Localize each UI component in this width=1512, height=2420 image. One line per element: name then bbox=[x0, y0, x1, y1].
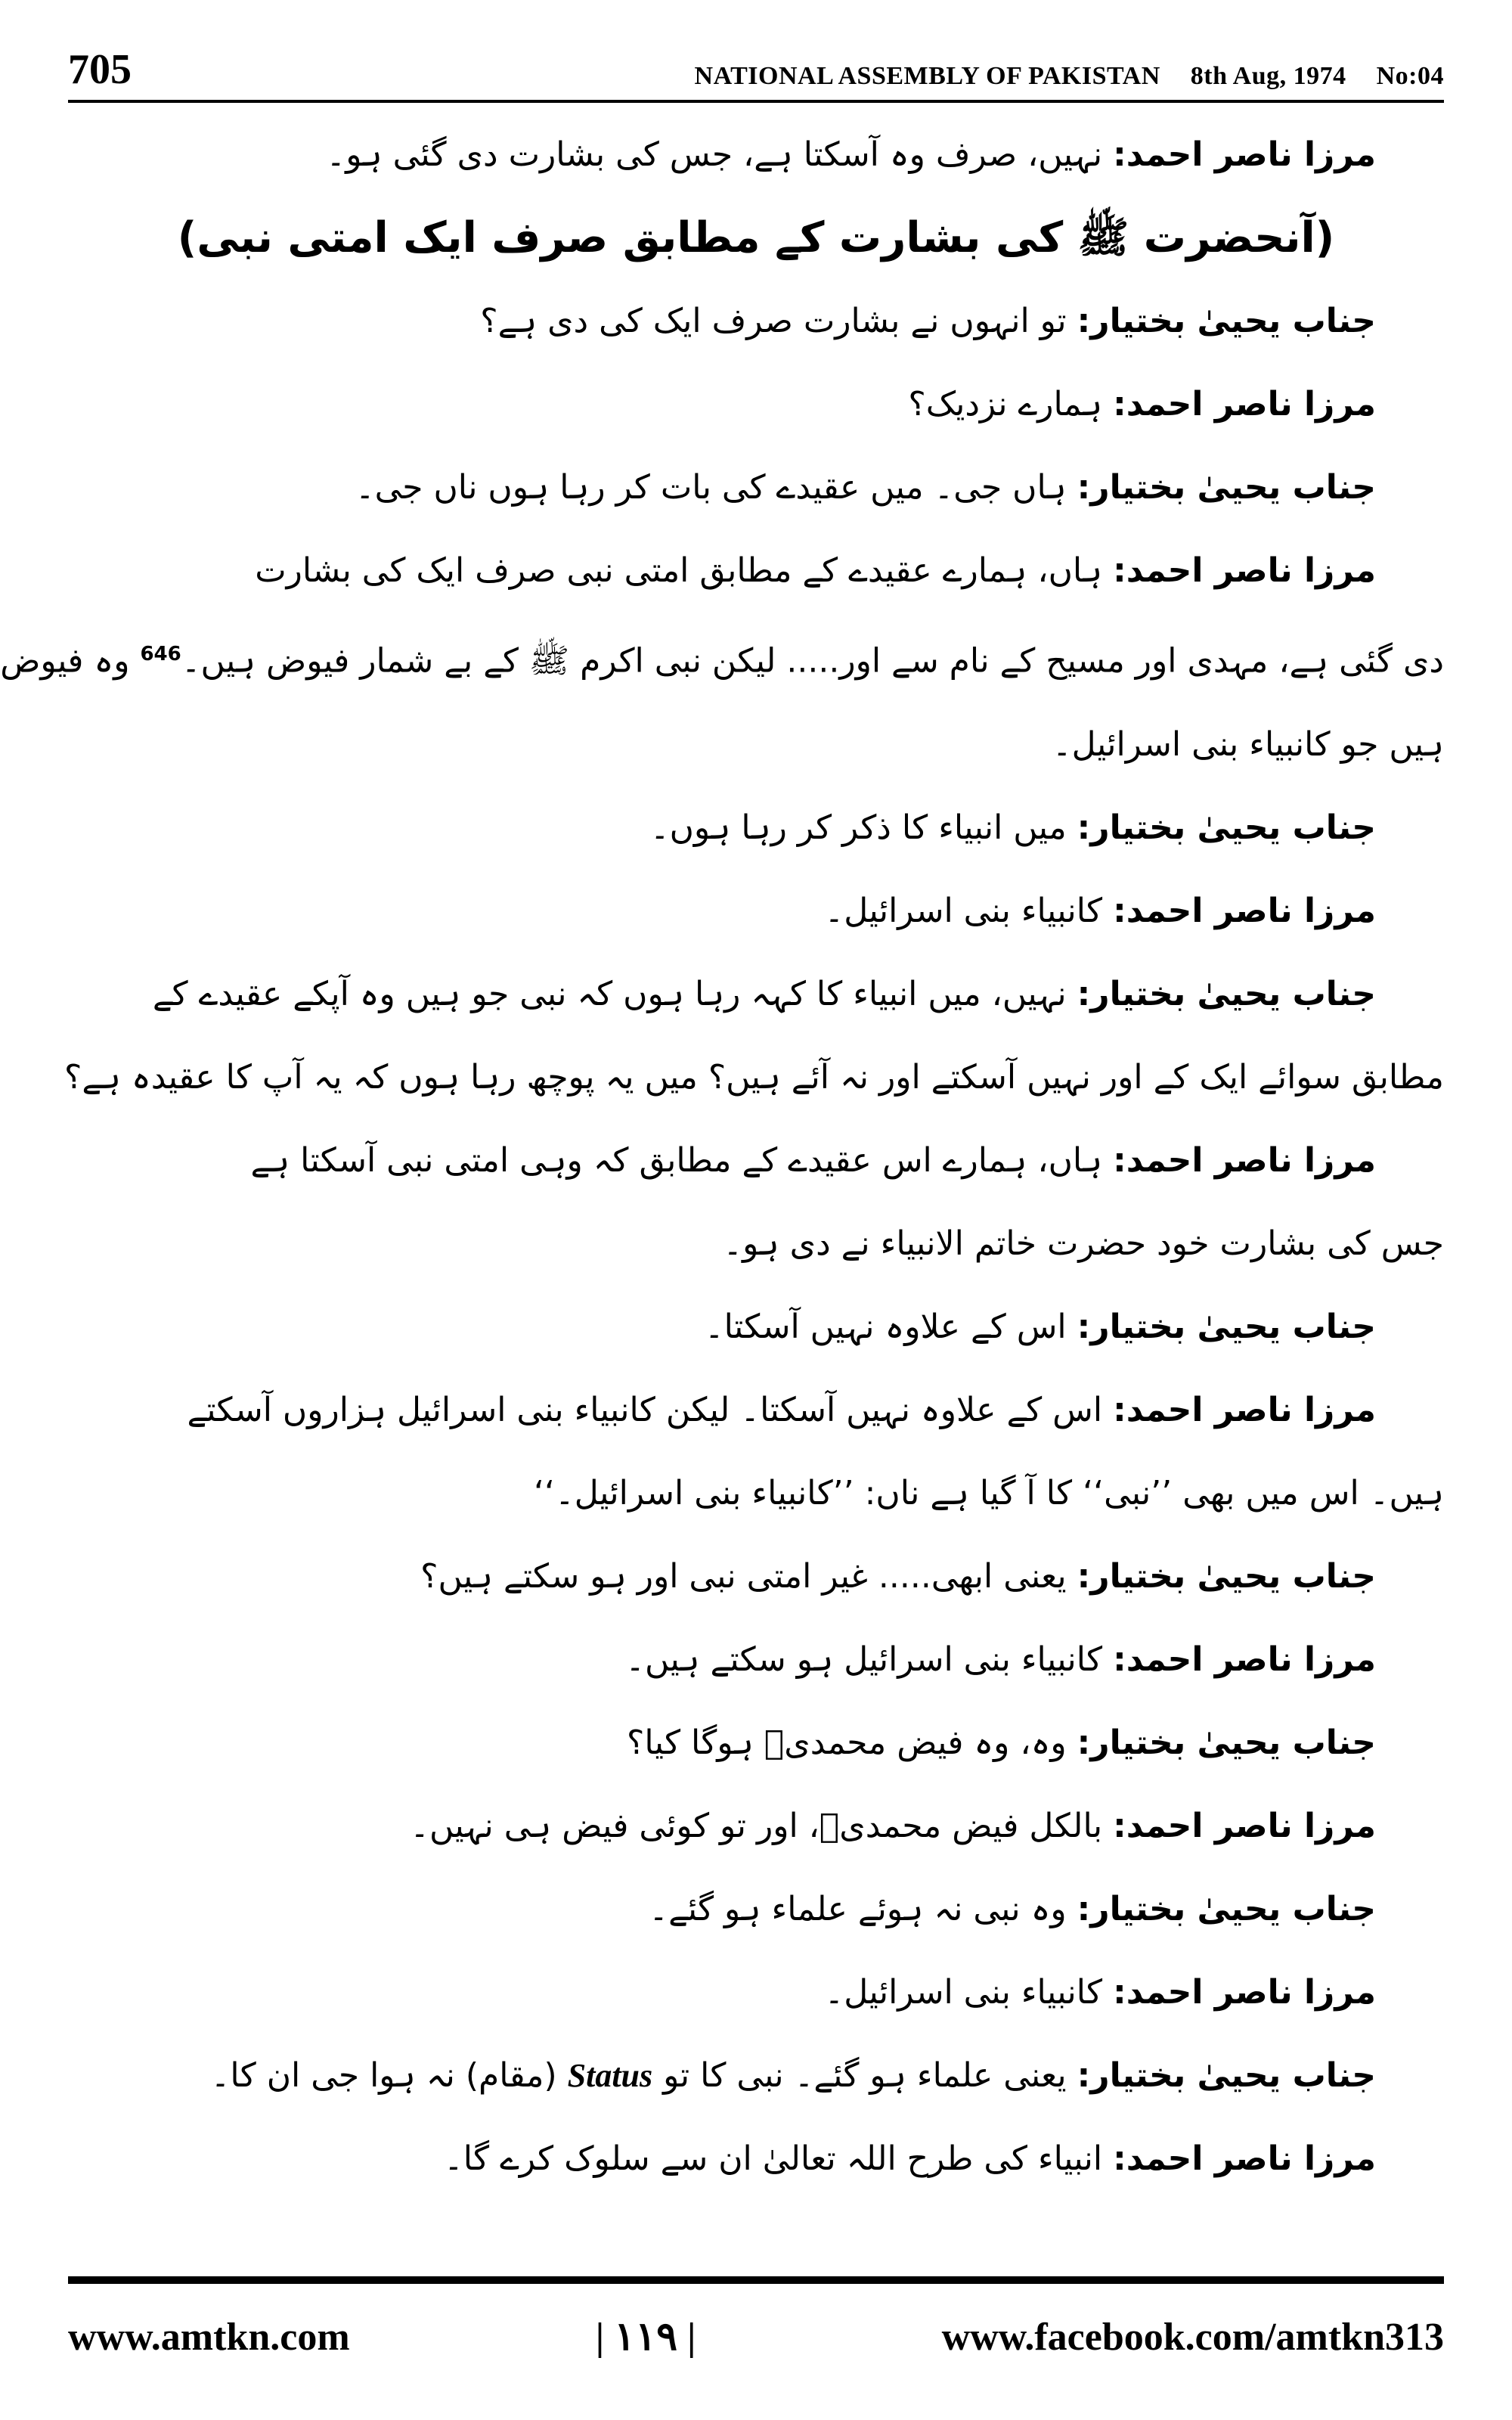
speech-text: کانبیاء بنی اسرائیل ہو سکتے ہیں۔ bbox=[625, 1640, 1114, 1679]
speech-text: تو انہوں نے بشارت صرف ایک کی دی ہے؟ bbox=[480, 302, 1077, 340]
speech-text: بالکل فیض محمدیؐ، اور تو کوئی فیض ہی نہیں۔ bbox=[410, 1806, 1114, 1845]
speech-text: کانبیاء بنی اسرائیل۔ bbox=[824, 891, 1114, 930]
footer-separator: | bbox=[595, 2316, 605, 2359]
header-info bbox=[695, 62, 1444, 91]
page-number: 705 bbox=[68, 46, 132, 93]
speaker-name: مرزا ناصر احمد: bbox=[1113, 551, 1376, 590]
speech-text: یعنی ابھی..... غیر امتی نبی اور ہو سکتے ہیں؟ bbox=[420, 1556, 1077, 1596]
footer-rule bbox=[68, 2276, 1444, 2284]
speaker-name: مرزا ناصر احمد: bbox=[1113, 1972, 1376, 2012]
speech-text: ہمارے نزدیک؟ bbox=[908, 385, 1114, 424]
facebook-link[interactable]: www.facebook.com/amtkn313 bbox=[941, 2315, 1444, 2359]
speaker-name: جناب یحییٰ بختیار: bbox=[1077, 1723, 1376, 1762]
transcript-line bbox=[64, 1036, 1444, 1119]
transcript-line bbox=[68, 953, 1444, 1036]
transcript-line bbox=[68, 786, 1444, 870]
transcript-line bbox=[68, 870, 1444, 953]
speech-text: (مقام) نہ ہوا جی ان کا۔ bbox=[210, 2055, 568, 2095]
transcript-line bbox=[68, 1369, 1444, 1452]
speaker-name: جناب یحییٰ بختیار: bbox=[1077, 468, 1376, 507]
speech-text: یعنی علماء ہو گئے۔ نبی کا تو bbox=[652, 2055, 1077, 2095]
speaker-name: مرزا ناصر احمد: bbox=[1113, 2139, 1376, 2178]
session-number: No:04 bbox=[1376, 62, 1444, 90]
transcript-line bbox=[68, 113, 1444, 197]
speech-text: اس کے علاوہ نہیں آسکتا۔ لیکن کانبیاء بنی اسرائیل ہزاروں آسکتے bbox=[187, 1390, 1114, 1429]
speaker-name: مرزا ناصر احمد: bbox=[1113, 385, 1376, 424]
speaker-name: مرزا ناصر احمد: bbox=[1113, 135, 1376, 174]
speaker-name: مرزا ناصر احمد: bbox=[1113, 1140, 1376, 1180]
speech-text: وہ نبی نہ ہوئے علماء ہو گئے۔ bbox=[649, 1889, 1077, 1928]
footer-folio: ۱۱۹ bbox=[614, 2316, 678, 2359]
speech-text: وہ فیوض bbox=[0, 641, 141, 681]
transcript-line bbox=[68, 1702, 1444, 1785]
speaker-name: مرزا ناصر احمد: bbox=[1113, 891, 1376, 930]
transcript-line bbox=[68, 2118, 1444, 2201]
transcript-body bbox=[0, 113, 1444, 2201]
transcript-line bbox=[68, 363, 1444, 446]
transcript-line bbox=[68, 2034, 1444, 2118]
transcript-line bbox=[68, 1452, 1444, 1535]
speech-text: نہیں، صرف وہ آسکتا ہے، جس کی بشارت دی گئی ہو۔ bbox=[326, 135, 1114, 174]
speech-text: ہاں، ہمارے اس عقیدے کے مطابق کہ وہی امتی نبی آسکتا ہے bbox=[250, 1140, 1114, 1180]
transcript-line bbox=[68, 1286, 1444, 1369]
speech-text: کانبیاء بنی اسرائیل۔ bbox=[824, 1972, 1114, 2012]
speech-text: مطابق سوائے ایک کے اور نہیں آسکتے اور نہ آئے ہیں؟ میں یہ پوچھ رہا ہوں کہ یہ آپ کا عقیدہ ہے؟ bbox=[64, 1057, 1444, 1097]
speaker-name: مرزا ناصر احمد: bbox=[1113, 1390, 1376, 1429]
speech-text: ہیں جو کانبیاء بنی اسرائیل۔ bbox=[1052, 724, 1444, 764]
speech-text: اس کے علاوہ نہیں آسکتا۔ bbox=[704, 1307, 1077, 1346]
header-rule bbox=[68, 100, 1444, 103]
section-heading: (آنحضرت ﷺ کی بشارت کے مطابق صرف ایک امتی نبی) bbox=[177, 213, 1335, 262]
speech-text: دی گئی ہے، مہدی اور مسیح کے نام سے اور..... لیکن نبی اکرم ﷺ کے بے شمار فیوض ہیں۔ bbox=[181, 641, 1444, 681]
speech-text: ہاں جی۔ میں عقیدے کی بات کر رہا ہوں ناں جی۔ bbox=[355, 468, 1077, 507]
transcript-line bbox=[68, 1618, 1444, 1702]
transcript-line bbox=[68, 1785, 1444, 1868]
speaker-name: مرزا ناصر احمد: bbox=[1113, 1806, 1376, 1845]
footer-separator: | bbox=[687, 2316, 696, 2359]
speaker-name: مرزا ناصر احمد: bbox=[1113, 1640, 1376, 1679]
transcript-line bbox=[68, 1535, 1444, 1618]
transcript-line bbox=[68, 446, 1444, 529]
speaker-name: جناب یحییٰ بختیار: bbox=[1077, 974, 1376, 1013]
transcript-line bbox=[68, 1951, 1444, 2034]
latin-term: Status bbox=[567, 2056, 653, 2094]
page-footer bbox=[68, 2314, 1444, 2360]
speech-text: نہیں، میں انبیاء کا کہہ رہا ہوں کہ نبی جو ہیں وہ آپکے عقیدے کے bbox=[152, 974, 1077, 1013]
speaker-name: جناب یحییٰ بختیار: bbox=[1077, 302, 1376, 340]
transcript-line bbox=[68, 280, 1444, 363]
speech-text: جس کی بشارت خود حضرت خاتم الانبیاء نے دی ہو۔ bbox=[723, 1224, 1444, 1263]
page-header bbox=[68, 30, 1444, 91]
speech-text: وہ، وہ فیض محمدیؐ ہوگا کیا؟ bbox=[627, 1723, 1077, 1762]
speech-text: میں انبیاء کا ذکر کر رہا ہوں۔ bbox=[649, 808, 1077, 847]
publication-title: NATIONAL ASSEMBLY OF PAKISTAN bbox=[694, 62, 1160, 90]
speech-text: ہیں۔ اس میں بھی ’’نبی‘‘ کا آ گیا ہے ناں: ’’کانبیاء بنی اسرائیل۔‘‘ bbox=[534, 1473, 1444, 1512]
speaker-name: جناب یحییٰ بختیار: bbox=[1077, 1556, 1376, 1596]
speaker-name: جناب یحییٰ بختیار: bbox=[1077, 1307, 1376, 1346]
speech-text: انبیاء کی طرح اللہ تعالیٰ ان سے سلوک کرے گا۔ bbox=[443, 2139, 1114, 2178]
transcript-line bbox=[68, 703, 1444, 786]
transcript-line bbox=[68, 1868, 1444, 1951]
speaker-name: جناب یحییٰ بختیار: bbox=[1077, 1889, 1376, 1928]
session-date: 8th Aug, 1974 bbox=[1190, 62, 1346, 90]
footnote-marker: 646 bbox=[140, 643, 181, 666]
speaker-name: جناب یحییٰ بختیار: bbox=[1077, 808, 1376, 847]
transcript-line bbox=[68, 1119, 1444, 1202]
speech-text: ہاں، ہمارے عقیدے کے مطابق امتی نبی صرف ایک کی بشارت bbox=[255, 551, 1114, 590]
speaker-name: جناب یحییٰ بختیار: bbox=[1077, 2055, 1376, 2095]
transcript-line bbox=[68, 529, 1444, 613]
website-link[interactable]: www.amtkn.com bbox=[68, 2315, 350, 2359]
transcript-line bbox=[68, 1202, 1444, 1286]
transcript-line bbox=[0, 613, 1444, 703]
footer-folio-group bbox=[596, 2314, 696, 2360]
